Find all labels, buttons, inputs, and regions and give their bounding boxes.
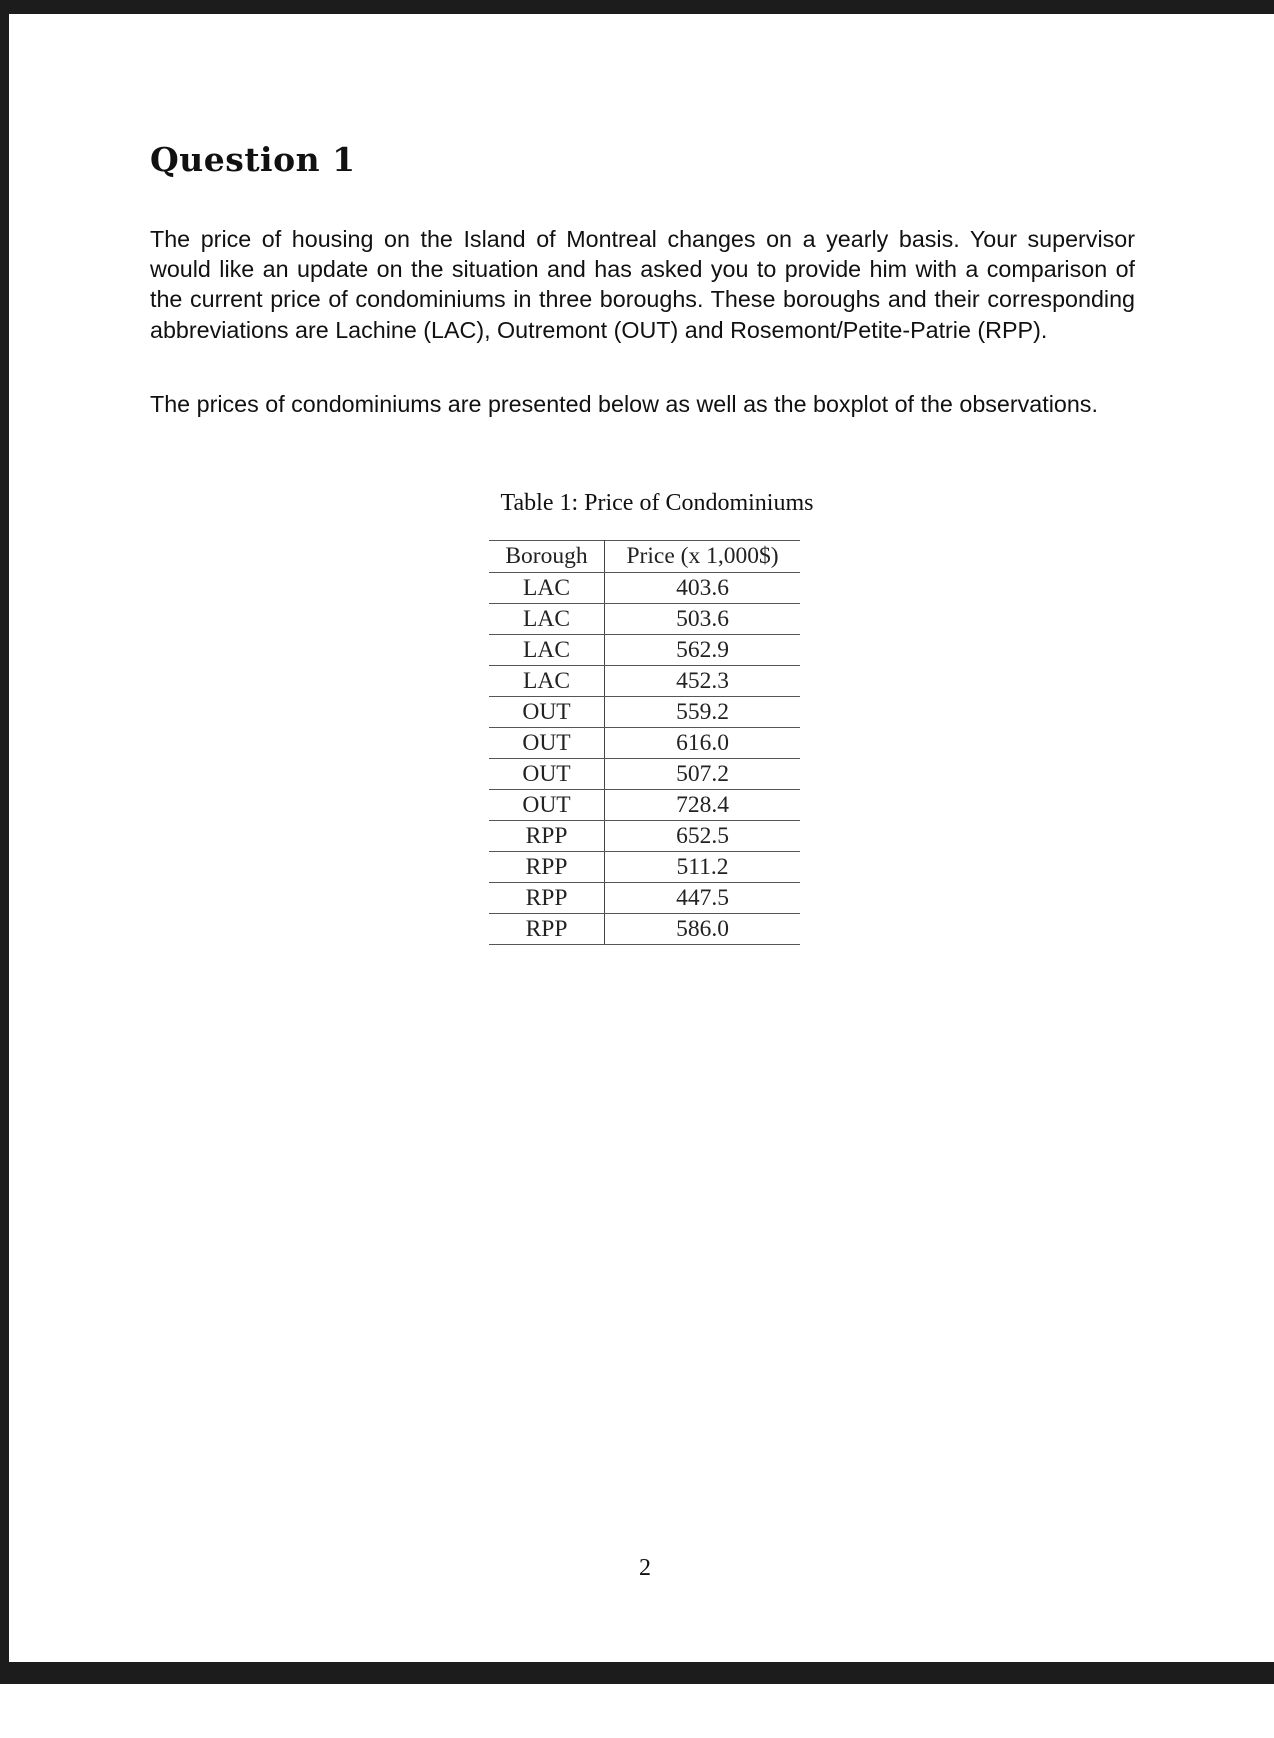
price-cell: 452.3	[605, 666, 801, 697]
header-price: Price (x 1,000$)	[605, 541, 801, 573]
price-cell: 616.0	[605, 728, 801, 759]
borough-cell: OUT	[489, 697, 605, 728]
price-cell: 562.9	[605, 635, 801, 666]
viewer-frame-bottom	[0, 1662, 1274, 1684]
price-cell: 507.2	[605, 759, 801, 790]
borough-cell: OUT	[489, 790, 605, 821]
table-row	[489, 604, 800, 635]
borough-cell: RPP	[489, 821, 605, 852]
borough-cell: RPP	[489, 914, 605, 945]
intro-paragraph: The price of housing on the Island of Montreal changes on a yearly basis. Your supervisor would like an update on the situation and has asked you to provide him with a comparison of the current price of condominiums in three boroughs. These boroughs and their corresponding abbreviations are Lachine (LAC), Outremont (OUT) and Rosemont/Petite-Patrie (RPP).	[150, 226, 1135, 343]
table-row	[489, 883, 800, 914]
price-cell: 503.6	[605, 604, 801, 635]
table-row	[489, 635, 800, 666]
table-row	[489, 573, 800, 604]
viewer-frame-left	[0, 0, 9, 1680]
borough-cell: LAC	[489, 666, 605, 697]
header-borough: Borough	[489, 541, 605, 573]
table-row	[489, 821, 800, 852]
table-row	[489, 697, 800, 728]
viewer-frame-top	[0, 0, 1274, 14]
price-cell: 652.5	[605, 821, 801, 852]
table-row	[489, 790, 800, 821]
table-row	[489, 666, 800, 697]
borough-cell: OUT	[489, 759, 605, 790]
price-cell: 559.2	[605, 697, 801, 728]
table-row	[489, 914, 800, 945]
question-heading: Question 1	[150, 140, 356, 179]
borough-cell: RPP	[489, 883, 605, 914]
page-number	[0, 1555, 1274, 1582]
price-cell: 447.5	[605, 883, 801, 914]
borough-cell: LAC	[489, 573, 605, 604]
borough-cell: LAC	[489, 604, 605, 635]
price-cell: 728.4	[605, 790, 801, 821]
boxplot-paragraph: The prices of condominiums are presented below as well as the boxplot of the observations.	[150, 391, 1098, 417]
price-cell: 403.6	[605, 573, 801, 604]
table-row	[489, 728, 800, 759]
table-caption	[0, 490, 1274, 517]
page-number-text: 2	[639, 1555, 651, 1581]
price-cell: 511.2	[605, 852, 801, 883]
table-row	[489, 759, 800, 790]
borough-cell: LAC	[489, 635, 605, 666]
table-row	[489, 852, 800, 883]
price-cell: 586.0	[605, 914, 801, 945]
borough-cell: RPP	[489, 852, 605, 883]
table-header-row	[489, 541, 800, 573]
condominium-price-table	[489, 540, 800, 945]
table-caption-text: Table 1: Price of Condominiums	[500, 490, 814, 516]
borough-cell: OUT	[489, 728, 605, 759]
